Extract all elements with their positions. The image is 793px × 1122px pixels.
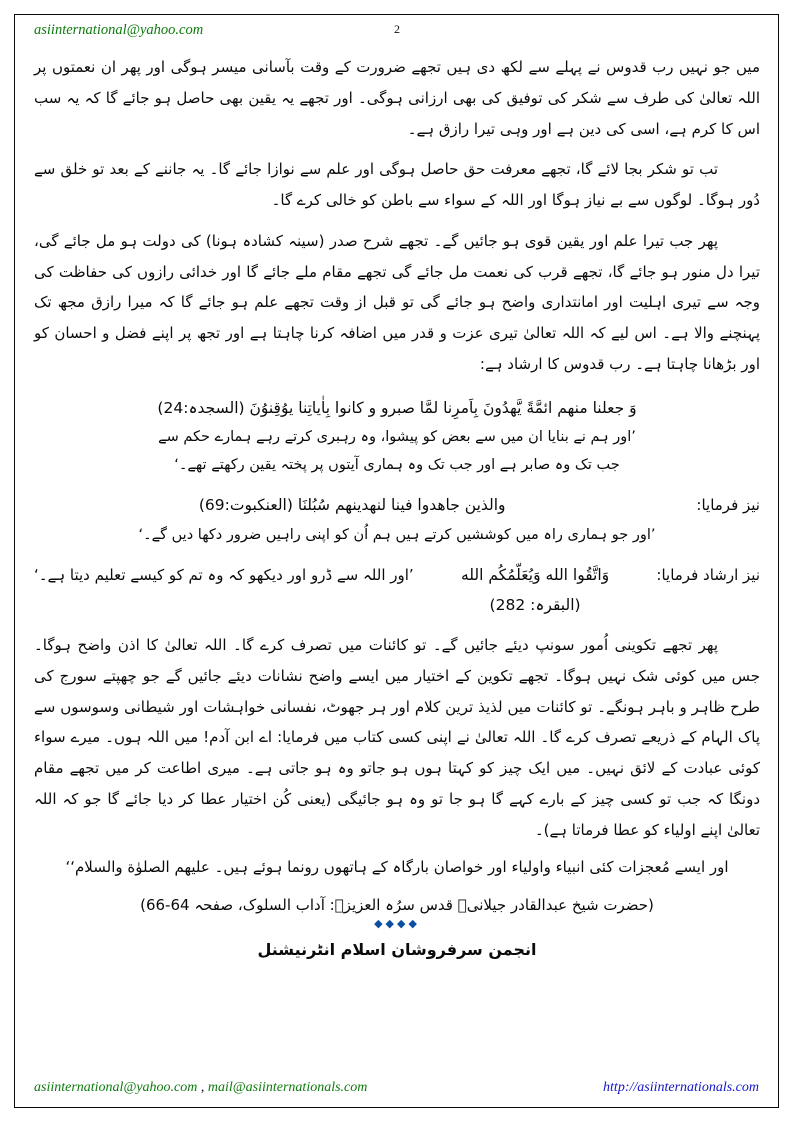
diamond-divider: ◆◆◆◆ bbox=[374, 916, 420, 930]
paragraph-2: تب تو شکر بجا لائے گا، تجھے معرفت حق حاصل ہوگی اور علم سے نوازا جائے گا۔ یہ جاننے کے بعد تو خلق سے دُور ہوگا۔ لوگوں سے بے نیاز ہوگا اور اللہ کے سواء سے باطن کو خالی کرے گا۔ bbox=[34, 160, 760, 209]
quran-quote-3-row bbox=[34, 561, 760, 620]
closing-line: اور ایسے مُعجزات کئی انبیاء واولیاء اور خواصان بارگاہ کے ہاتھوں رونما ہوئے ہیں۔ علیھم الصلوٰة والسلام‘‘ bbox=[65, 858, 729, 877]
quran-quote-3-arabic: وَاتَّقُوا الله وَیُعَلّمُکُم الله (البقرہ: 282) bbox=[460, 566, 610, 614]
quran-quote-3-translation: ’اور اللہ سے ڈرو اور دیکھو کہ وہ تم کو کیسے تعلیم دیتا ہے۔‘ bbox=[34, 566, 414, 585]
paragraph-4: پھر تجھے تکوینی اُمور سونپ دیئے جائیں گے۔ تو کائنات میں تصرف کرے گا۔ اللہ تعالیٰ کا اذن واضح ہوگا۔ جس میں کوئی شک نہیں ہوگا۔ تجھے تکوین کے اختیار میں ایسے واضح نشانات دیئے جائیں گے جو چھپتے سورج کی طرح ظاہر و باہر ہونگے۔ تو کائنات میں لذیذ ترین کلام اور ہر جھوٹ، نفسانی خواہشات اور شیطانی وسوسوں سے پاک الہام کے ذریعے تصرف کرے گا۔ اللہ تعالیٰ نے اپنی کسی کتاب میں فرمایا: اے ابن آدم! میں اللہ ہوں۔ میرے سواء کوئی عبادت کے لائق نہیں۔ میں ایک چیز کو کہتا ہوں ہو جاتو وہ ہو جاتی ہے۔ میری اطاعت کر میں تجھے مقام دونگا کہ جب تو کسی چیز کے بارے کہے گا ہو جا تو وہ ہو جائیگی (یعنی کُن اختیار عطا کر دیا جائے گا جو کہ اللہ تعالیٰ اپنے اولیاء کو عطا فرماتا ہے)۔ bbox=[34, 636, 760, 839]
quran-quote-1-translation-line-2: جب تک وہ صابر ہے اور جب تک وہ ہماری آیتوں پر پختہ یقین رکھتے تھے۔‘ bbox=[174, 457, 620, 474]
page-header bbox=[34, 22, 760, 44]
quran-quote-3-label: نیز ارشاد فرمایا: bbox=[656, 566, 760, 585]
organization-name: انجمن سرفروشان اسلام انٹرنیشنل bbox=[257, 939, 537, 959]
footer-email-2[interactable]: mail@asiinternationals.com bbox=[207, 1080, 368, 1095]
quran-quote-1-arabic: وَ جعلنا منھم ائمَّةً یَّھدُونَ بِاَمرِنا لمَّا صبرو و کانوا بِاٰیاتِنا یوُقِنوُنَ (السجدہ:24) bbox=[157, 398, 637, 417]
quran-quote-2-arabic: والذین جاھدوا فینا لنھدینھم سُبُلنَا (العنکبوت:69) bbox=[198, 496, 506, 515]
quran-quote-2-translation: ’اور جو ہماری راہ میں کوششیں کرتے ہیں ہم اُن کو اپنی راہیں ضرور دکھا دیں گے۔‘ bbox=[138, 526, 656, 543]
paragraph-1: میں جو نہیں رب قدوس نے پہلے سے لکھ دی ہیں تجھے ضرورت کے وقت بآسانی میسر ہوگی اور پھر ان نعمتوں پر اللہ تعالیٰ کی طرف سے شکر کی توفیق کی بھی ارزانی ہوگی۔ اور تجھے یہ یقین بھی حاصل ہو جائے گا کہ یہ سب اس کا کرم ہے، اسی کی دین ہے اور وہی تیرا رازق ہے۔ bbox=[34, 58, 760, 138]
quran-quote-2-label: نیز فرمایا: bbox=[696, 496, 760, 515]
footer-website[interactable]: http://asiinternationals.com bbox=[603, 1080, 759, 1095]
footer-email-1[interactable]: asiinternational@yahoo.com bbox=[34, 1080, 198, 1095]
page-footer bbox=[34, 1080, 759, 1096]
header-email: asiinternational@yahoo.com bbox=[34, 22, 204, 38]
attribution: (حضرت شیخ عبدالقادر جیلانیؒ قدس سرُہ العزیزؒ: آداب السلوک، صفحہ 64-66) bbox=[140, 895, 654, 914]
quran-quote-2-row bbox=[34, 491, 760, 520]
page-content bbox=[34, 22, 760, 959]
page-number: 2 bbox=[394, 22, 400, 36]
footer-emails bbox=[34, 1080, 367, 1096]
footer-separator: , bbox=[200, 1080, 205, 1095]
paragraph-3: پھر جب تیرا علم اور یقین قوی ہو جائیں گے۔ تجھے شرح صدر (سینہ کشادہ ہونا) کی دولت ہو مل جائے گی، تیرا دل منور ہو جائے گا، تجھے قرب کی نعمت مل جائے گی تجھے مقام ملے جائے گا اور خدائی رازوں کی حفاظت کی وجہ سے تیری اہلیت اور امانتداری واضح ہو جائے گی تو قبل از وقت تجھے علم ہو جائے گا کہ میرا رازق مجھ تک پہنچنے والا ہے۔ اس لیے کہ اللہ تعالیٰ تیری عزت و قدر میں اضافہ کرنا چاہتا ہے اور تجھ پر اپنے فضل و احسان کو اور بڑھانا چاہتا ہے۔ رب قدوس کا ارشاد ہے: bbox=[34, 231, 760, 373]
quran-quote-1-translation-line-1: ’اور ہم نے بنایا ان میں سے بعض کو پیشوا، وہ رہبری کرتے رہے ہمارے حکم سے bbox=[158, 428, 636, 445]
